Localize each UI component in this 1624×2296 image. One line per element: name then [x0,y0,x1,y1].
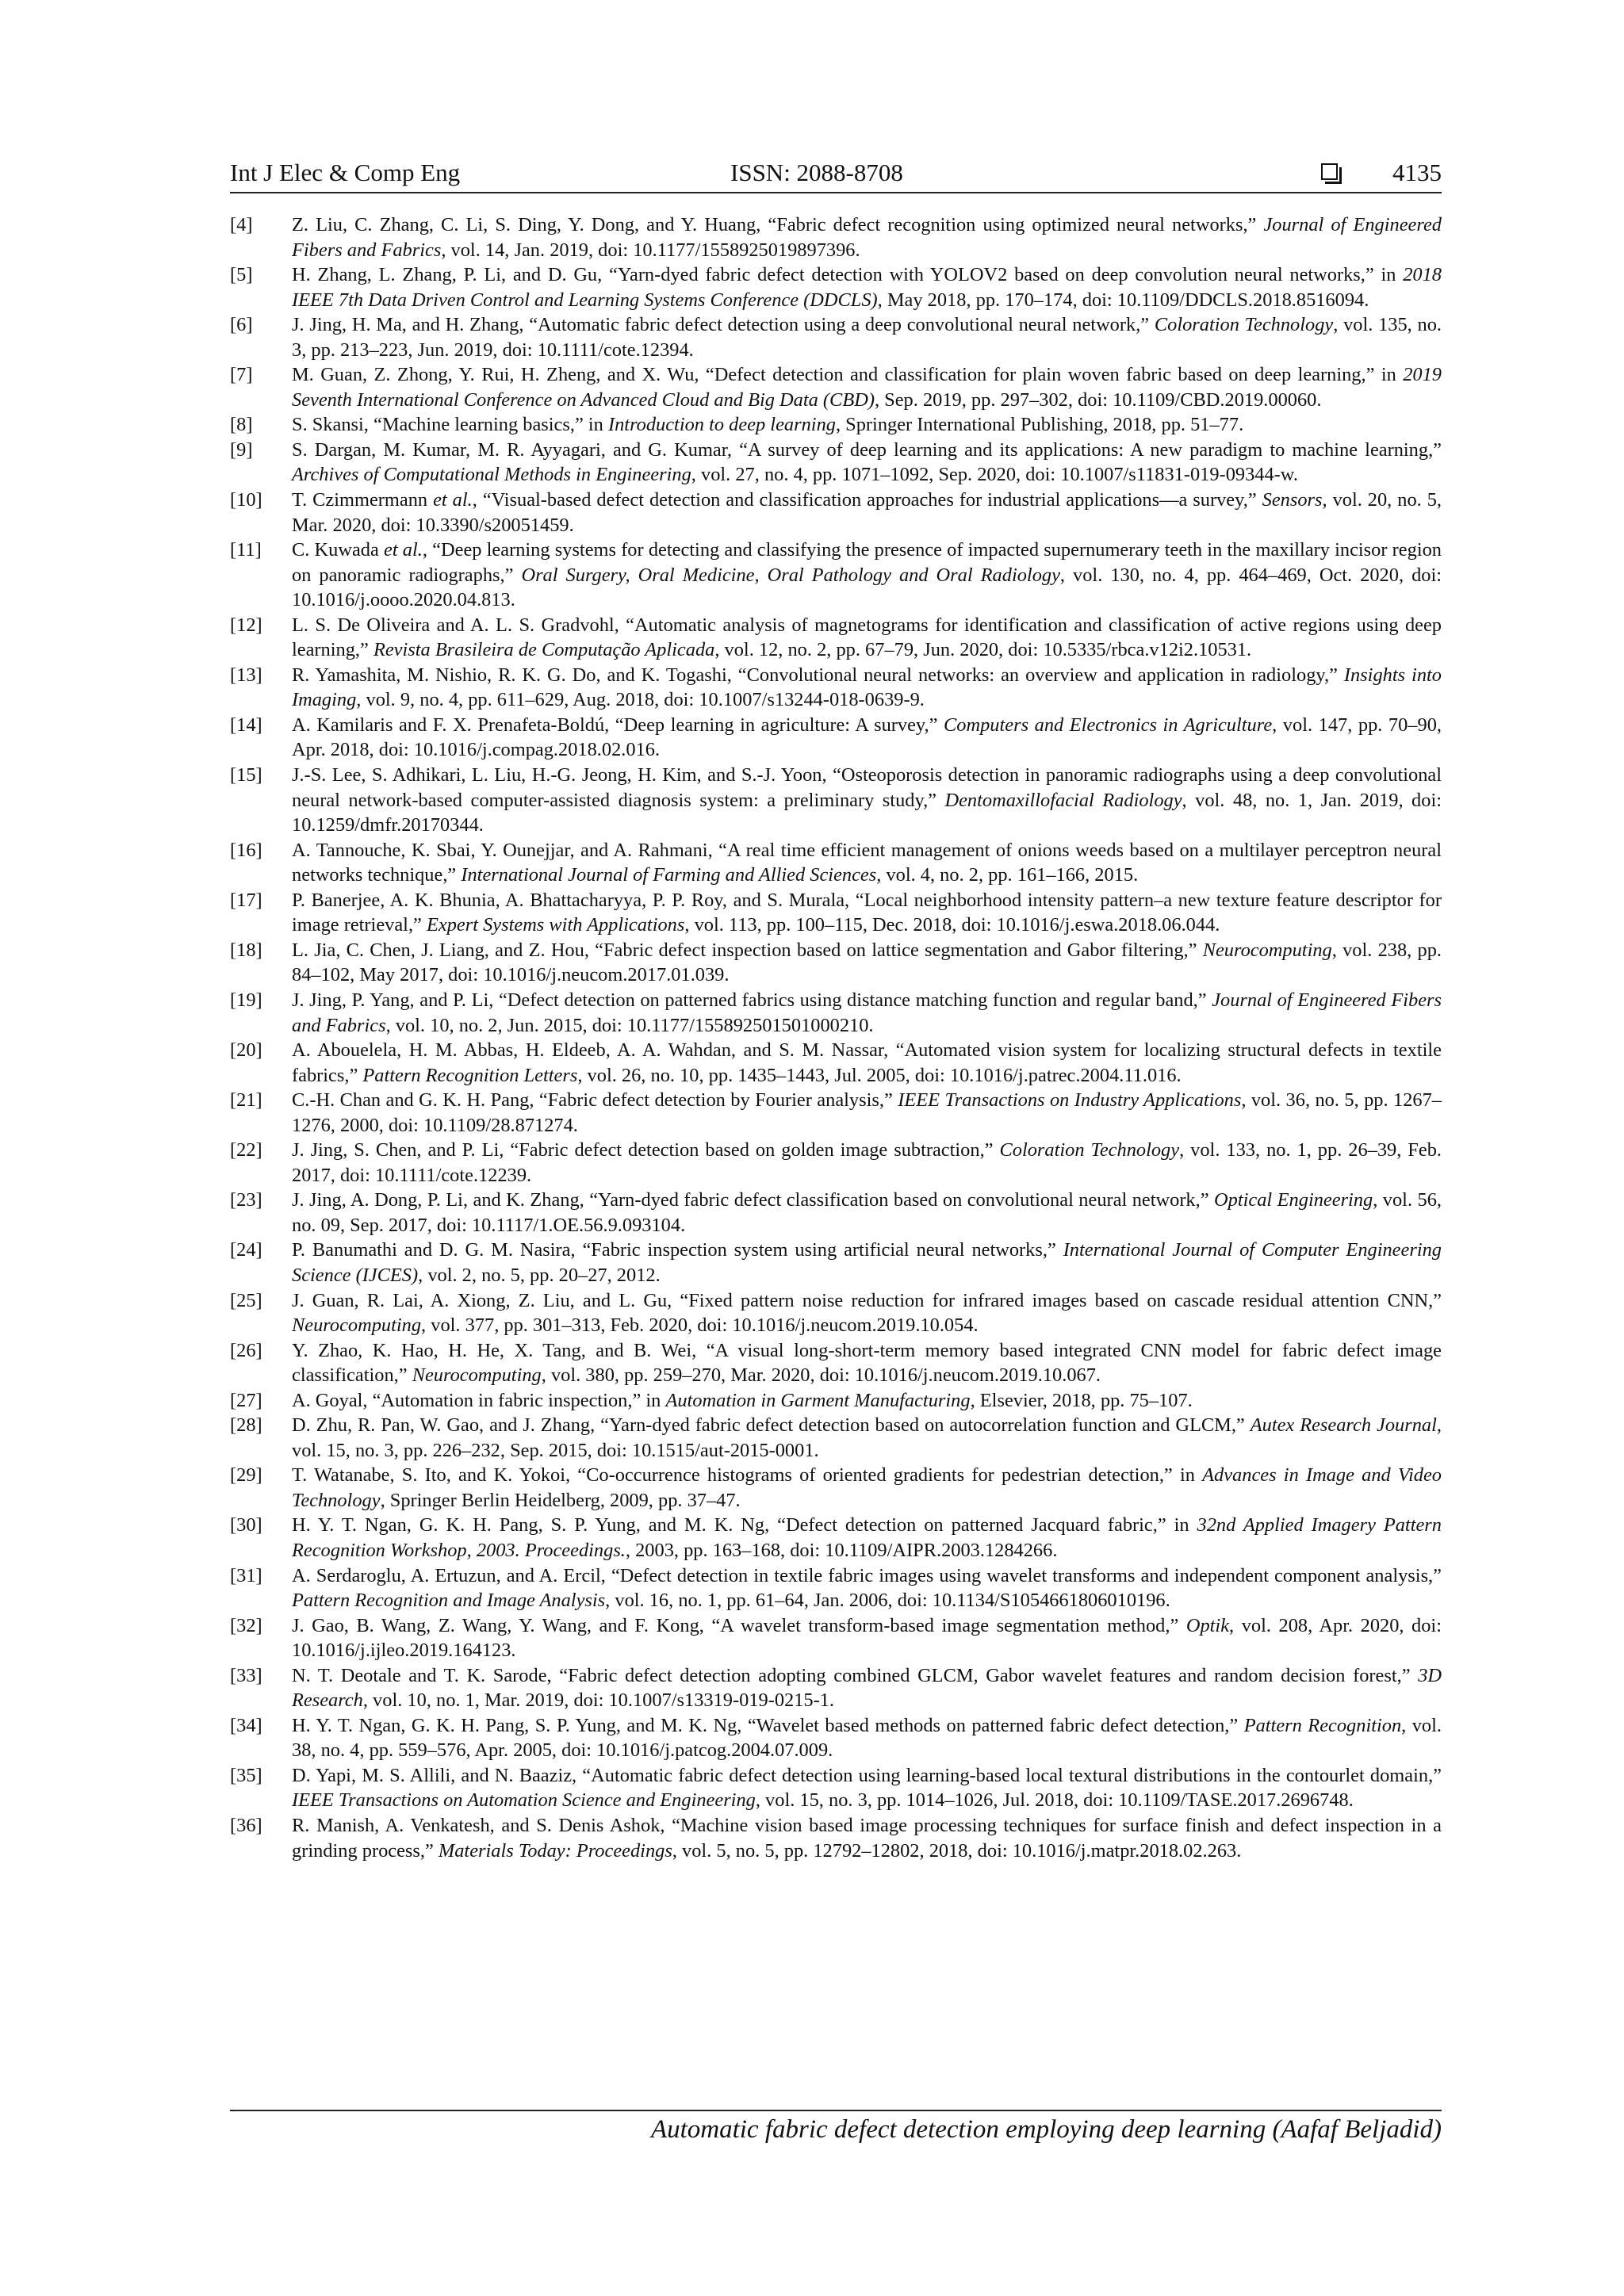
reference-item [230,1613,1442,1663]
reference-venue: Neurocomputing [412,1364,542,1387]
reference-text [292,312,1442,362]
reference-text [292,412,1442,438]
reference-segment: , vol. 15, no. 3, pp. 226–232, Sep. 2015, doi: 10.1515/aut-2015-0001. [292,1414,1442,1461]
reference-venue: International Journal of Computer Engineering Science (IJCES) [292,1239,1442,1286]
reference-segment: J. Jing, S. Chen, and P. Li, “Fabric defect detection based on golden image subtraction,” [292,1139,1000,1161]
reference-item [230,613,1442,663]
reference-item [230,1388,1442,1414]
reference-segment: , 2003, pp. 163–168, doi: 10.1109/AIPR.2003.1284266. [625,1539,1058,1561]
reference-text [292,613,1442,663]
reference-item [230,1338,1442,1388]
reference-venue: Journal of Engineered Fibers and Fabrics [292,214,1442,261]
reference-text [292,1513,1442,1563]
reference-segment: , vol. 12, no. 2, pp. 67–79, Jun. 2020, doi: 10.5335/rbca.v12i2.10531. [714,639,1252,661]
reference-segment: , vol. 38, no. 4, pp. 559–576, Apr. 2005, doi: 10.1016/j.patcog.2004.07.009. [292,1714,1442,1762]
reference-venue: IEEE Transactions on Industry Applications [898,1089,1242,1112]
reference-text [292,438,1442,488]
reference-list [230,212,1442,1863]
reference-number: [6] [230,314,253,336]
reference-item [230,1563,1442,1613]
reference-venue: Introduction to deep learning [607,414,836,436]
reference-number: [15] [230,764,262,786]
reference-segment: A. Kamilaris and F. X. Prenafeta-Boldú, “Deep learning in agriculture: A survey,” [292,714,944,736]
reference-text [292,1663,1442,1713]
reference-number: [35] [230,1764,262,1786]
reference-number: [13] [230,664,262,686]
reference-segment: , vol. 5, no. 5, pp. 12792–12802, 2018, doi: 10.1016/j.matpr.2018.02.263. [672,1839,1242,1862]
reference-segment: J. Jing, H. Ma, and H. Zhang, “Automatic fabric defect detection using a deep convolutional neural network,” [292,314,1155,336]
reference-segment: , vol. 380, pp. 259–270, Mar. 2020, doi: 10.1016/j.neucom.2019.10.067. [541,1364,1101,1387]
reference-number: [14] [230,714,262,736]
reference-venue: Coloration Technology [999,1139,1180,1161]
reference-segment: , vol. 2, no. 5, pp. 20–27, 2012. [418,1264,661,1286]
reference-venue: Materials Today: Proceedings [438,1839,672,1862]
reference-text [292,1813,1442,1863]
reference-item [230,1038,1442,1088]
reference-number: [9] [230,438,253,461]
reference-number: [28] [230,1414,262,1437]
reference-segment: D. Yapi, M. S. Allili, and N. Baaziz, “Automatic fabric defect detection using learning-based local textural distributions in the contourlet domain,” [292,1764,1442,1786]
reference-venue: Optik [1185,1614,1230,1636]
reference-segment: , vol. 10, no. 2, Jun. 2015, doi: 10.1177/155892501501000210. [385,1014,874,1036]
reference-segment: , vol. 4, no. 2, pp. 161–166, 2015. [876,864,1139,886]
reference-venue: Sensors [1262,489,1323,511]
reference-item [230,1513,1442,1563]
reference-item [230,212,1442,262]
reference-number: [8] [230,414,253,436]
reference-venue: Pattern Recognition and Image Analysis [292,1590,606,1612]
reference-segment: R. Manish, A. Venkatesh, and S. Denis Ashok, “Machine vision based image processing techniques for surface finish and defect inspection in a grinding process,” [292,1815,1442,1862]
reference-segment: J. Jing, A. Dong, P. Li, and K. Zhang, “Yarn-dyed fabric defect classification based on convolutional neural network,” [292,1189,1215,1211]
reference-segment: , vol. 56, no. 09, Sep. 2017, doi: 10.1117/1.OE.56.9.093104. [292,1189,1442,1236]
reference-segment: S. Skansi, “Machine learning basics,” in [292,414,608,436]
reference-venue: et al. [384,539,423,561]
reference-number: [16] [230,839,262,861]
reference-segment: T. Watanabe, S. Ito, and K. Yokoi, “Co-occurrence histograms of oriented gradients for pedestrian detection,” in [292,1464,1203,1487]
reference-number: [7] [230,364,253,386]
reference-segment: , vol. 238, pp. 84–102, May 2017, doi: 10.1016/j.neucom.2017.01.039. [292,939,1442,986]
reference-text [292,538,1442,613]
reference-text [292,362,1442,412]
reference-segment: Z. Liu, C. Zhang, C. Li, S. Ding, Y. Dong, and Y. Huang, “Fabric defect recognition using optimized neural networks,” [292,214,1264,235]
reference-number: [19] [230,989,262,1011]
reference-segment: N. T. Deotale and T. K. Sarode, “Fabric defect detection adopting combined GLCM, Gabor wavelet features and random decision forest,” [292,1664,1419,1686]
reference-item [230,713,1442,763]
reference-item [230,938,1442,988]
reference-number: [36] [230,1815,262,1836]
reference-venue: 2018 IEEE 7th Data Driven Control and Learning Systems Conference (DDCLS) [292,264,1442,311]
reference-venue: Automation in Garment Manufacturing [665,1389,971,1411]
reference-segment: , vol. 147, pp. 70–90, Apr. 2018, doi: 10.1016/j.compag.2018.02.016. [292,714,1442,761]
reference-segment: , “Deep learning systems for detecting and classifying the presence of impacted supernumerary teeth in the maxillary incisor region on panoramic radiographs,” [292,539,1442,586]
reference-segment: , vol. 377, pp. 301–313, Feb. 2020, doi: 10.1016/j.neucom.2019.10.054. [421,1314,979,1337]
reference-segment: L. S. De Oliveira and A. L. S. Gradvohl, “Automatic analysis of magnetograms for identification and classification of active regions using deep learning,” [292,614,1442,661]
reference-venue: Revista Brasileira de Computação Aplicada [373,639,715,661]
reference-text [292,988,1442,1038]
reference-item [230,763,1442,838]
reference-segment: , vol. 130, no. 4, pp. 464–469, Oct. 2020, doi: 10.1016/j.oooo.2020.04.813. [292,564,1442,611]
reference-segment: H. Y. T. Ngan, G. K. H. Pang, S. P. Yung, and M. K. Ng, “Wavelet based methods on patterned fabric defect detection,” [292,1714,1244,1736]
reference-segment: H. Y. T. Ngan, G. K. H. Pang, S. P. Yung, and M. K. Ng, “Defect detection on patterned Jacquard fabric,” in [292,1514,1197,1536]
reference-item [230,888,1442,938]
reference-item [230,1413,1442,1463]
reference-venue: 32nd Applied Imagery Pattern Recognition Workshop, 2003. Proceedings. [292,1514,1442,1561]
page-number: 4135 [1392,159,1442,186]
reference-text [292,1413,1442,1463]
reference-text [292,1038,1442,1088]
reference-item [230,1138,1442,1188]
reference-text [292,1238,1442,1288]
reference-number: [33] [230,1664,262,1686]
reference-item [230,1813,1442,1863]
reference-venue: Dentomaxillofacial Radiology [944,789,1182,811]
reference-number: [23] [230,1189,262,1211]
reference-text [292,1563,1442,1613]
reference-number: [31] [230,1564,262,1586]
reference-segment: C. Kuwada [292,539,385,561]
reference-text [292,888,1442,938]
journal-name: Int J Elec & Comp Eng [230,159,461,186]
reference-number: [5] [230,264,253,286]
reference-venue: Pattern Recognition [1243,1714,1402,1736]
reference-text [292,1613,1442,1663]
reference-text [292,488,1442,538]
reference-segment: A. Tannouche, K. Sbai, Y. Ounejjar, and A. Rahmani, “A real time efficient management of onions weeds based on a multilayer perceptron neural networks technique,” [292,839,1442,886]
reference-segment: , Elsevier, 2018, pp. 75–107. [970,1389,1193,1411]
reference-segment: , vol. 135, no. 3, pp. 213–223, Jun. 2019, doi: 10.1111/cote.12394. [292,314,1442,361]
reference-segment: , Springer Berlin Heidelberg, 2009, pp. 37–47. [380,1489,741,1511]
reference-segment: , vol. 10, no. 1, Mar. 2019, doi: 10.1007/s13319-019-0215-1. [362,1689,835,1712]
reference-segment: Y. Zhao, K. Hao, H. He, X. Tang, and B. Wei, “A visual long-short-term memory based integrated CNN model for fabric defect image classification,” [292,1339,1442,1387]
reference-segment: , vol. 27, no. 4, pp. 1071–1092, Sep. 2020, doi: 10.1007/s11831-019-09344-w. [691,464,1298,486]
reference-segment: J. Gao, B. Wang, Z. Wang, Y. Wang, and F. Kong, “A wavelet transform-based image segmentation method,” [292,1614,1186,1636]
reference-segment: R. Yamashita, M. Nishio, R. K. G. Do, and K. Togashi, “Convolutional neural networks: an overview and application in radiology,” [292,664,1344,686]
reference-number: [30] [230,1514,262,1536]
reference-number: [20] [230,1039,262,1062]
square-icon [1321,163,1338,180]
reference-text [292,763,1442,838]
reference-segment: , vol. 208, Apr. 2020, doi: 10.1016/j.ijleo.2019.164123. [292,1614,1442,1662]
reference-venue: Insights into Imaging [292,664,1442,711]
reference-number: [26] [230,1339,262,1361]
reference-number: [21] [230,1089,262,1112]
reference-segment: A. Goyal, “Automation in fabric inspection,” in [292,1389,666,1411]
reference-item [230,988,1442,1038]
reference-number: [34] [230,1714,262,1736]
reference-segment: , vol. 133, no. 1, pp. 26–39, Feb. 2017, doi: 10.1111/cote.12239. [292,1139,1442,1186]
reference-text [292,1088,1442,1138]
reference-venue: Coloration Technology [1154,314,1334,336]
reference-segment: H. Zhang, L. Zhang, P. Li, and D. Gu, “Yarn-dyed fabric defect detection with YOLOV2 based on deep convolution neural networks,” in [292,264,1404,286]
reference-item [230,312,1442,362]
reference-segment: A. Abouelela, H. M. Abbas, H. Eldeeb, A. A. Wahdan, and S. M. Nassar, “Automated vision system for localizing structural defects in textile fabrics,” [292,1039,1442,1086]
reference-item [230,663,1442,713]
reference-venue: Autex Research Journal [1250,1414,1437,1437]
reference-item [230,1088,1442,1138]
reference-segment: , vol. 9, no. 4, pp. 611–629, Aug. 2018, doi: 10.1007/s13244-018-0639-9. [356,689,925,711]
reference-segment: P. Banerjee, A. K. Bhunia, A. Bhattacharyya, P. P. Roy, and S. Murala, “Local neighborhood intensity pattern–a new texture feature descriptor for image retrieval,” [292,889,1442,936]
reference-venue: Optical Engineering [1214,1189,1373,1211]
reference-venue: 3D Research [292,1664,1442,1712]
reference-text [292,212,1442,262]
reference-text [292,938,1442,988]
reference-venue: Pattern Recognition Letters [362,1064,578,1086]
reference-text [292,838,1442,888]
reference-segment: , vol. 16, no. 1, pp. 61–64, Jan. 2006, doi: 10.1134/S1054661806010196. [605,1590,1170,1612]
running-title: Automatic fabric defect detection employing deep learning (Aafaf Beljadid) [650,2115,1442,2144]
reference-text [292,1463,1442,1513]
reference-number: [22] [230,1139,262,1161]
reference-number: [32] [230,1614,262,1636]
reference-item [230,538,1442,613]
reference-segment: J. Guan, R. Lai, A. Xiong, Z. Liu, and L. Gu, “Fixed pattern noise reduction for infrared images based on cascade residual attention CNN,” [292,1289,1442,1311]
reference-segment: , vol. 20, no. 5, Mar. 2020, doi: 10.3390/s20051459. [292,489,1442,536]
reference-venue: Advances in Image and Video Technology [292,1464,1442,1511]
reference-text [292,1388,1442,1414]
reference-segment: , vol. 113, pp. 100–115, Dec. 2018, doi: 10.1016/j.eswa.2018.06.044. [684,914,1220,936]
reference-segment: , vol. 48, no. 1, Jan. 2019, doi: 10.1259/dmfr.20170344. [292,789,1442,836]
reference-venue: 2019 Seventh International Conference on Advanced Cloud and Big Data (CBD) [292,364,1442,411]
reference-item [230,838,1442,888]
reference-segment: J. Jing, P. Yang, and P. Li, “Defect detection on patterned fabrics using distance matching function and regular band,” [292,989,1212,1011]
reference-item [230,1663,1442,1713]
reference-segment: S. Dargan, M. Kumar, M. R. Ayyagari, and G. Kumar, “A survey of deep learning and its applications: A new paradigm to machine learning,” [292,438,1442,461]
reference-item [230,488,1442,538]
reference-segment: , Sep. 2019, pp. 297–302, doi: 10.1109/CBD.2019.00060. [874,388,1322,411]
reference-venue: Archives of Computational Methods in Engineering [292,464,691,486]
issn-label: ISSN: 2088-8708 [730,159,903,186]
reference-text [292,713,1442,763]
reference-item [230,1763,1442,1813]
reference-text [292,1288,1442,1338]
reference-venue: International Journal of Farming and Allied Sciences [461,864,877,886]
reference-number: [27] [230,1389,262,1411]
reference-item [230,412,1442,438]
page-header [230,155,1442,193]
reference-text [292,663,1442,713]
reference-number: [4] [230,214,253,235]
reference-venue: Expert Systems with Applications [426,914,685,936]
reference-text [292,1138,1442,1188]
reference-text [292,262,1442,312]
reference-number: [24] [230,1239,262,1261]
reference-segment: P. Banumathi and D. G. M. Nasira, “Fabric inspection system using artificial neural networks,” [292,1239,1063,1261]
footer-divider [230,2110,1442,2111]
reference-segment: A. Serdaroglu, A. Ertuzun, and A. Ercil, “Defect detection in textile fabric images using wavelet transforms and independent component analysis,” [292,1564,1442,1586]
reference-item [230,1463,1442,1513]
reference-segment: M. Guan, Z. Zhong, Y. Rui, H. Zheng, and X. Wu, “Defect detection and classification for plain woven fabric based on deep learning,” in [292,364,1404,386]
reference-segment: , Springer International Publishing, 2018, pp. 51–77. [835,414,1244,436]
reference-segment: , vol. 26, no. 10, pp. 1435–1443, Jul. 2005, doi: 10.1016/j.patrec.2004.11.016. [577,1064,1182,1086]
reference-item [230,1713,1442,1763]
reference-venue: Neurocomputing [1202,939,1332,961]
reference-segment: , “Visual-based defect detection and classification approaches for industrial applications—a survey,” [472,489,1262,511]
reference-venue: Neurocomputing [292,1314,422,1337]
reference-number: [11] [230,539,262,561]
reference-item [230,262,1442,312]
reference-text [292,1763,1442,1813]
reference-item [230,1288,1442,1338]
reference-segment: , May 2018, pp. 170–174, doi: 10.1109/DDCLS.2018.8516094. [877,289,1369,311]
reference-segment: , vol. 14, Jan. 2019, doi: 10.1177/1558925019897396. [441,239,860,261]
reference-item [230,438,1442,488]
reference-venue: Oral Surgery, Oral Medicine, Oral Pathology and Oral Radiology [521,564,1060,586]
reference-segment: , vol. 15, no. 3, pp. 1014–1026, Jul. 2018, doi: 10.1109/TASE.2017.2696748. [755,1789,1354,1812]
reference-text [292,1713,1442,1763]
reference-segment: C.-H. Chan and G. K. H. Pang, “Fabric defect detection by Fourier analysis,” [292,1089,898,1112]
reference-number: [18] [230,939,262,961]
reference-segment: L. Jia, C. Chen, J. Liang, and Z. Hou, “Fabric defect inspection based on lattice segmentation and Gabor filtering,” [292,939,1203,961]
reference-venue: Journal of Engineered Fibers and Fabrics [292,989,1442,1036]
reference-item [230,1188,1442,1238]
reference-number: [10] [230,489,262,511]
reference-number: [25] [230,1289,262,1311]
reference-segment: J.-S. Lee, S. Adhikari, L. Liu, H.-G. Jeong, H. Kim, and S.-J. Yoon, “Osteoporosis detection in panoramic radiographs using a deep convolutional neural network-based computer-assisted diagnosis system: a preliminary study,” [292,764,1442,811]
reference-venue: et al. [433,489,473,511]
reference-text [292,1188,1442,1238]
reference-venue: Computers and Electronics in Agriculture [944,714,1273,736]
reference-segment: D. Zhu, R. Pan, W. Gao, and J. Zhang, “Yarn-dyed fabric defect detection based on autocorrelation function and GLCM,” [292,1414,1251,1437]
reference-text [292,1338,1442,1388]
reference-item [230,362,1442,412]
reference-venue: IEEE Transactions on Automation Science and Engineering [292,1789,756,1812]
reference-segment: , vol. 36, no. 5, pp. 1267–1276, 2000, doi: 10.1109/28.871274. [292,1089,1442,1136]
reference-number: [12] [230,614,262,636]
reference-segment: T. Czimmermann [292,489,434,511]
reference-number: [17] [230,889,262,911]
reference-number: [29] [230,1464,262,1487]
reference-item [230,1238,1442,1288]
